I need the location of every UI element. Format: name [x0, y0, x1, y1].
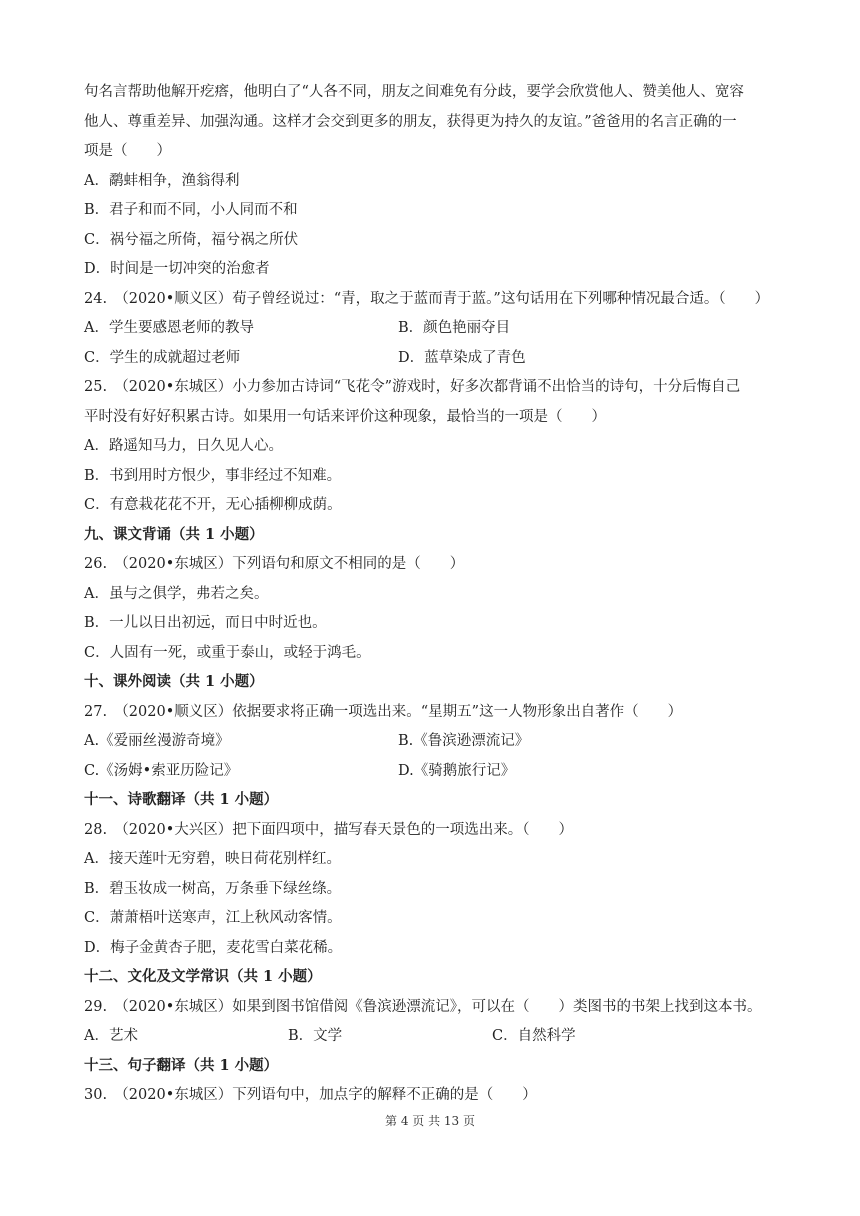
options-row [84, 731, 784, 751]
question-30-stem: 30. （2020•东城区）下列语句中，加点字的解释不正确的是（ ） [84, 1087, 537, 1103]
option-c: C．人固有一死，或重于泰山，或轻于鸿毛。 [84, 645, 371, 661]
options-row [84, 761, 784, 781]
question-text: 项是（ ） [84, 143, 171, 159]
option-d: D.《骑鹅旅行记》 [398, 763, 516, 779]
option-a: A．虽与之俱学，弗若之矣。 [84, 586, 269, 602]
option-a: A．学生要感恩老师的教导 [84, 320, 254, 336]
option-c: C．有意栽花花不开，无心插柳柳成荫。 [84, 497, 342, 513]
page-footer: 第 4 页 共 13 页 [385, 1114, 475, 1128]
question-29-stem: 29. （2020•东城区）如果到图书馆借阅《鲁滨逊漂流记》，可以在（ ）类图书的书架上找到这本书。 [84, 999, 762, 1015]
option-c: C.《汤姆•索亚历险记》 [84, 763, 239, 779]
option-c: C．自然科学 [492, 1028, 576, 1044]
question-text: 句名言帮助他解开疙瘩，他明白了“人各不同，朋友之间难免有分歧，要学会欣赏他人、赞美他人、宽容 [84, 84, 744, 100]
option-b: B．书到用时方恨少，事非经过不知难。 [84, 468, 342, 484]
section-heading: 十一、诗歌翻译（共 1 小题） [84, 791, 279, 808]
section-heading: 十三、句子翻译（共 1 小题） [84, 1057, 279, 1074]
option-a: A．艺术 [84, 1028, 138, 1044]
option-b: B．一儿以日出初远，而日中时近也。 [84, 615, 327, 631]
option-b: B．文学 [288, 1028, 343, 1044]
option-c: C．祸兮福之所倚，福兮祸之所伏 [84, 232, 299, 248]
options-row [84, 1026, 784, 1046]
question-24-stem: 24. （2020•顺义区）荀子曾经说过：“青，取之于蓝而青于蓝。”这句话用在下列哪种情况最合适。（ ） [84, 291, 770, 307]
option-b: B.《鲁滨逊漂流记》 [398, 733, 530, 749]
section-heading: 十、课外阅读（共 1 小题） [84, 673, 264, 690]
option-c: C．学生的成就超过老师 [84, 350, 241, 366]
option-a: A．路遥知马力，日久见人心。 [84, 438, 283, 454]
question-28-stem: 28. （2020•大兴区）把下面四项中，描写春天景色的一项选出来。（ ） [84, 822, 574, 838]
question-26-stem: 26. （2020•东城区）下列语句和原文不相同的是（ ） [84, 556, 465, 572]
option-d: D．蓝草染成了青色 [398, 350, 526, 366]
options-row [84, 318, 784, 338]
option-d: D．时间是一切冲突的治愈者 [84, 261, 270, 277]
option-c: C．萧萧梧叶送寒声，江上秋风动客情。 [84, 910, 342, 926]
option-a: A．鹬蚌相争，渔翁得利 [84, 173, 240, 189]
option-a: A.《爱丽丝漫游奇境》 [84, 733, 230, 749]
section-heading: 九、课文背诵（共 1 小题） [84, 526, 264, 543]
question-27-stem: 27. （2020•顺义区）依据要求将正确一项选出来。“星期五”这一人物形象出自著作（ ） [84, 704, 683, 720]
question-25-stem: 平时没有好好积累古诗。如果用一句话来评价这种现象，最恰当的一项是（ ） [84, 409, 606, 425]
option-a: A．接天莲叶无穷碧，映日荷花别样红。 [84, 851, 341, 867]
option-b: B．颜色艳丽夺目 [398, 320, 511, 336]
section-heading: 十二、文化及文学常识（共 1 小题） [84, 968, 322, 985]
question-text: 他人、尊重差异、加强沟通。这样才会交到更多的朋友，获得更为持久的友谊。”爸爸用的名言正确的一 [84, 114, 737, 130]
option-b: B．君子和而不同，小人同而不和 [84, 202, 298, 218]
options-row [84, 348, 784, 368]
option-b: B．碧玉妆成一树高，万条垂下绿丝绦。 [84, 881, 342, 897]
option-d: D．梅子金黄杏子肥，麦花雪白菜花稀。 [84, 940, 343, 956]
question-25-stem: 25. （2020•东城区）小力参加古诗词“飞花令”游戏时，好多次都背诵不出恰当的诗句，十分后悔自己 [84, 379, 741, 395]
